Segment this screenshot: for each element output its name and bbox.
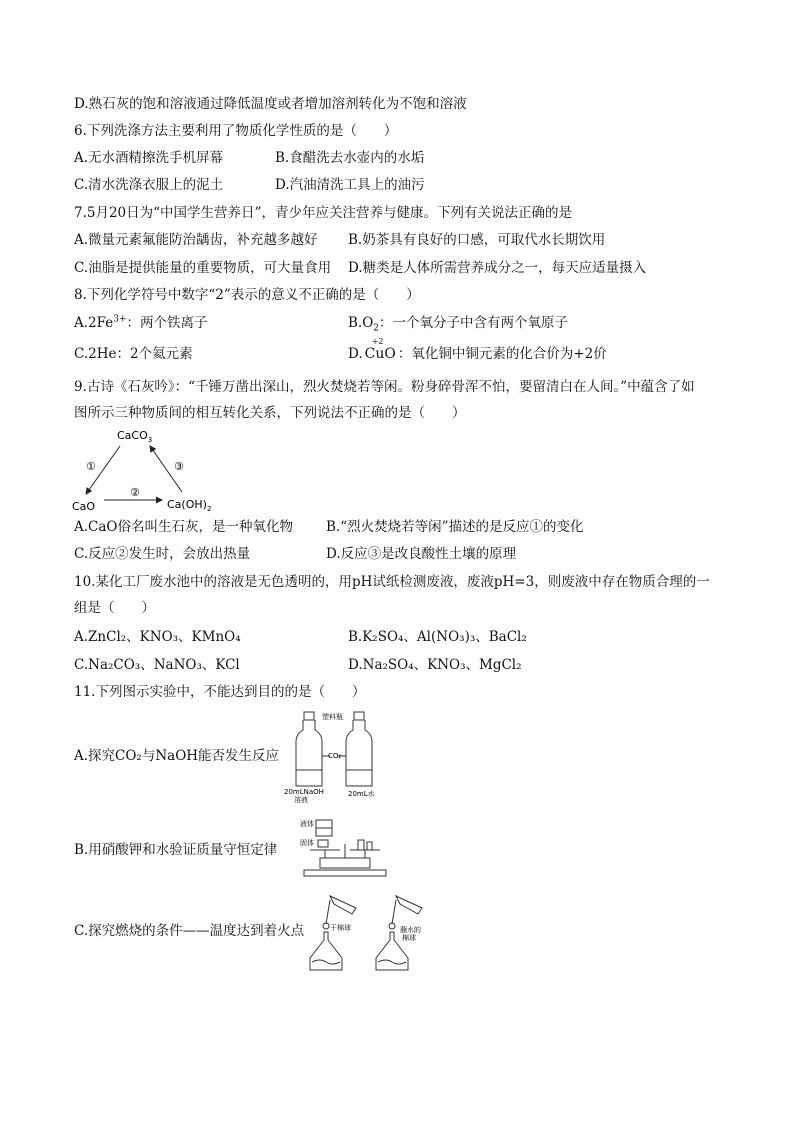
liquid-label: 液体 bbox=[300, 820, 314, 828]
mark-1: ① bbox=[86, 460, 96, 473]
q10-option-a: A.ZnCl₂、KNO₃、KMnO₄ bbox=[74, 629, 241, 645]
q8-option-d: D. +2 CuO ：氧化铜中铜元素的化合价为+2价 bbox=[348, 337, 607, 362]
caco3-label: CaCO$_3$ bbox=[117, 429, 153, 444]
mark-3: ③ bbox=[174, 460, 184, 473]
q10-stem-line1: 10.某化工厂废水池中的溶液是无色透明的，用pH试纸检测废液，废液pH=3，则废液中存在物质合理的一 bbox=[74, 574, 710, 590]
q9-option-d: D.反应③是改良酸性土壤的原理 bbox=[326, 546, 517, 562]
q11-stem: 11.下列图示实验中，不能达到目的的是（ ） bbox=[74, 684, 366, 700]
q7-option-c: C.油脂是提供能量的重要物质，可大量食用 bbox=[74, 260, 332, 276]
naoh-label-2: 溶液 bbox=[294, 796, 308, 804]
q10-option-c: C.Na₂CO₃、NaNO₃、KCl bbox=[74, 657, 240, 673]
q6-option-c: C.清水洗涤衣服上的泥土 bbox=[74, 177, 224, 193]
q7-option-d: D.糖类是人体所需营养成分之一，每天应适量摄入 bbox=[348, 260, 647, 276]
q7-stem: 7.5月20日为“中国学生营养日”，青少年应关注营养与健康。下列有关说法正确的是 bbox=[74, 205, 572, 221]
wet-cotton-label-1: 蘸水的 bbox=[400, 926, 421, 934]
q8-option-c: C.2He：2个氦元素 bbox=[74, 346, 193, 362]
q7-option-a: A.微量元素氟能防治龋齿，补充越多越好 bbox=[74, 232, 318, 248]
q6-stem: 6.下列洗涤方法主要利用了物质化学性质的是（ ） bbox=[74, 123, 398, 139]
plastic-bottle-label: 塑料瓶 bbox=[322, 713, 343, 721]
q9-conversion-diagram bbox=[70, 424, 230, 512]
naoh-label: 20mLNaOH bbox=[284, 788, 324, 796]
q11-option-c: C.探究燃烧的条件——温度达到着火点 bbox=[74, 923, 305, 939]
q10-stem-line2: 组是（ ） bbox=[74, 600, 155, 616]
q9-option-c: C.反应②发生时，会放出热量 bbox=[74, 546, 251, 562]
q11-option-a: A.探究CO₂与NaOH能否发生反应 bbox=[74, 748, 280, 764]
water-label: 20mL水 bbox=[348, 790, 375, 798]
q10-option-b: B.K₂SO₄、Al(NO₃)₃、BaCl₂ bbox=[348, 629, 527, 645]
q9-stem-line1: 9.古诗《石灰吟》：“千锤万凿出深山，烈火焚烧若等闲。粉身碎骨浑不怕，要留清白在人间。”中蕴含了如 bbox=[74, 379, 695, 395]
q8-option-b: $B.O_2$：一个氧分子中含有两个氧原子 bbox=[348, 315, 569, 334]
co2-label: CO₂ bbox=[328, 752, 342, 760]
q11-option-b: B.用硝酸钾和水验证质量守恒定律 bbox=[74, 842, 278, 858]
cao-label: CaO bbox=[72, 500, 96, 512]
wet-cotton-label-2: 棉球 bbox=[402, 934, 416, 942]
mark-2: ② bbox=[130, 486, 140, 499]
q8-option-a: $A.2Fe^{3+}$：两个铁离子 bbox=[74, 314, 208, 331]
q6-option-a: A.无水酒精擦洗手机屏幕 bbox=[74, 150, 224, 166]
q10-option-d: D.Na₂SO₄、KNO₃、MgCl₂ bbox=[348, 657, 522, 673]
q8-stem: 8.下列化学符号中数字“2”表示的意义不正确的是（ ） bbox=[74, 287, 420, 303]
q6-option-d: D.汽油清洗工具上的油污 bbox=[275, 177, 425, 193]
dry-cotton-label: 干棉球 bbox=[330, 924, 351, 932]
q11-bottles-figure bbox=[282, 708, 392, 804]
q9-stem-line2: 图所示三种物质间的相互转化关系，下列说法不正确的是（ ） bbox=[74, 405, 466, 421]
q11-lamps-figure bbox=[300, 892, 440, 978]
solid-label: 固体 bbox=[300, 839, 314, 847]
q5-option-d: D.熟石灰的饱和溶液通过降低温度或者增加溶剂转化为不饱和溶液 bbox=[74, 96, 467, 112]
q11-balance-figure bbox=[300, 814, 390, 880]
q9-option-b: B.“烈火焚烧若等闲”描述的是反应①的变化 bbox=[326, 519, 584, 535]
q6-option-b: B.食醋洗去水壶内的水垢 bbox=[275, 150, 425, 166]
q9-option-a: A.CaO俗名叫生石灰，是一种氧化物 bbox=[74, 519, 293, 535]
caoh2-label: $Ca(OH)_2$ bbox=[167, 498, 212, 512]
q7-option-b: B.奶茶具有良好的口感，可取代水长期饮用 bbox=[348, 232, 606, 248]
